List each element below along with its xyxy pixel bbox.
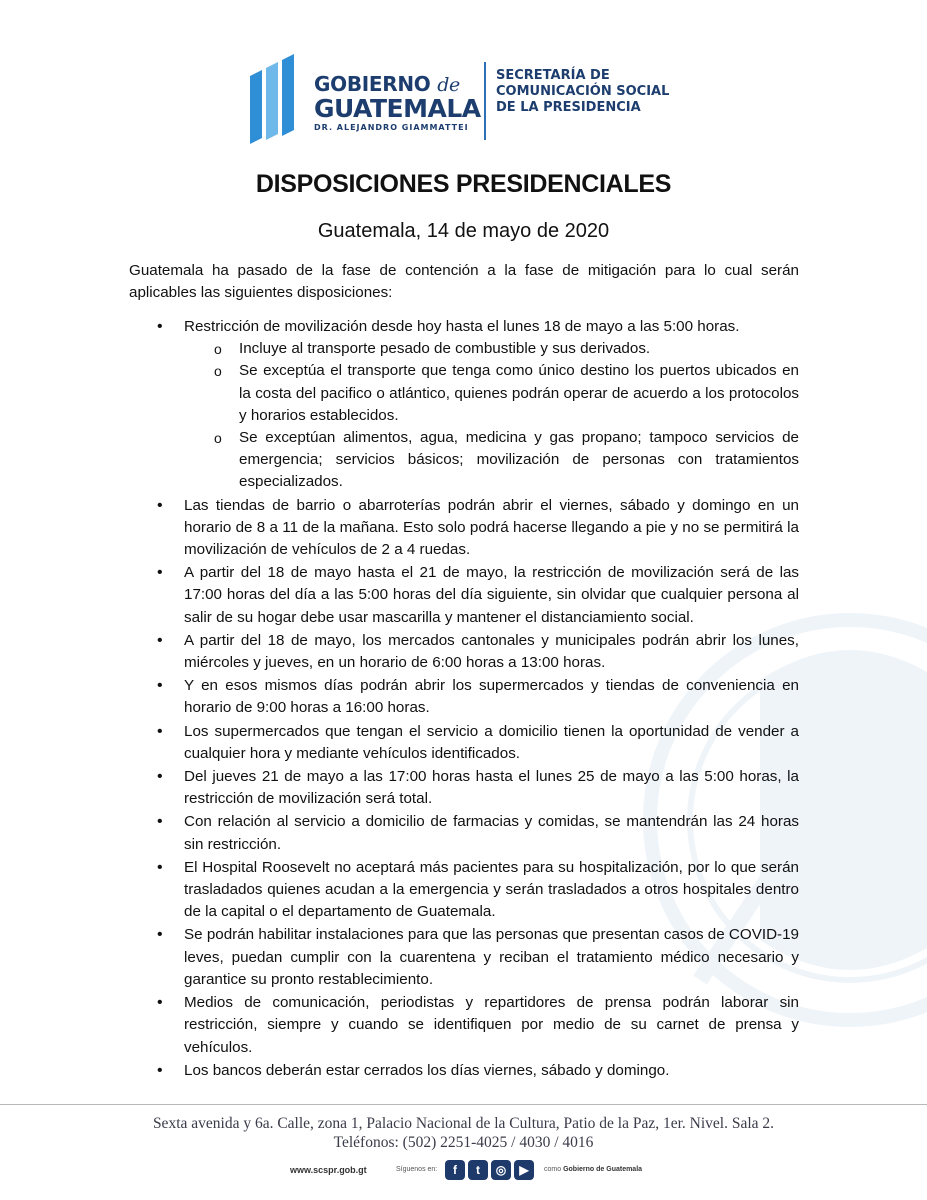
- disposition-item: [129, 992, 799, 1059]
- instagram-icon[interactable]: ◎: [491, 1160, 511, 1180]
- disposition-text: Medios de comunicación, periodistas y repartidores de prensa podrán laborar sin restricción, siempre y cuando se identifiquen por medio de su carnet de prensa y vehículos.: [184, 994, 799, 1056]
- disposition-text: Y en esos mismos días podrán abrir los supermercados y tiendas de conveniencia en horario de 9:00 horas a 16:00 horas.: [184, 677, 799, 717]
- header-divider: [484, 62, 486, 140]
- disposition-text: Se podrán habilitar instalaciones para que las personas que presentan casos de COVID-19 leves, puedan cumplir con la cuarentena y reciban el tratamiento médico necesario y garantice su pronto restablecimiento.: [184, 926, 799, 988]
- dispositions-list: [129, 316, 799, 1083]
- disposition-text: Restricción de movilización desde hoy hasta el lunes 18 de mayo a las 5:00 horas.: [184, 318, 740, 335]
- page-title: DISPOSICIONES PRESIDENCIALES: [255, 170, 672, 198]
- twitter-icon[interactable]: t: [468, 1160, 488, 1180]
- youtube-icon[interactable]: ▶: [514, 1160, 534, 1180]
- disposition-item: [129, 675, 799, 719]
- footer-address: Sexta avenida y 6a. Calle, zona 1, Palacio Nacional de la Cultura, Patio de la Paz, 1er. Nivel. Sala 2.: [152, 1115, 775, 1132]
- disposition-text: A partir del 18 de mayo hasta el 21 de mayo, la restricción de movilización será de las 17:00 horas del día a las 5:00 horas del día siguiente, sin olvidar que cualquier persona al salir de su hogar debe usar mascarilla y mantener el distanciamiento social.: [184, 564, 799, 626]
- intro-paragraph: Guatemala ha pasado de la fase de contención a la fase de mitigación para lo cual serán aplicables las siguientes disposiciones:: [129, 262, 799, 301]
- disposition-text: Del jueves 21 de mayo a las 17:00 horas hasta el lunes 25 de mayo a las 5:00 horas, la restricción de movilización será total.: [184, 768, 799, 808]
- website-link[interactable]: www.scspr.gob.gt: [290, 1165, 367, 1175]
- disposition-item: [129, 316, 799, 494]
- disposition-text: Con relación al servicio a domicilio de farmacias y comidas, se mantendrán las 24 horas sin restricción.: [184, 813, 799, 853]
- disposition-subitem: o Incluye al transporte pesado de combustible y sus derivados.: [184, 338, 799, 360]
- facebook-icon[interactable]: f: [445, 1160, 465, 1180]
- disposition-item: [129, 721, 799, 765]
- gov-line-guatemala: GUATEMALA: [314, 94, 481, 123]
- disposition-item: [129, 562, 799, 629]
- disposition-item: [129, 766, 799, 810]
- secretaria-name: SECRETARÍA DE COMUNICACIÓN SOCIAL DE LA PRESIDENCIA: [496, 68, 670, 115]
- disposition-sublist: [184, 338, 799, 493]
- disposition-item: [129, 811, 799, 855]
- gov-line-gobierno: GOBIERNO de: [314, 72, 460, 96]
- follow-label: Síguenos en:: [396, 1166, 438, 1173]
- government-logo-text: [314, 74, 481, 132]
- disposition-subitem: o Se exceptúan alimentos, agua, medicina y gas propano; tampoco servicios de emergencia; servicios básicos; movilización de personas con tratamientos especializados.: [184, 427, 799, 494]
- como-label: como Gobierno de Guatemala: [544, 1166, 643, 1173]
- disposition-item: [129, 857, 799, 924]
- disposition-item: [129, 1060, 799, 1082]
- disposition-text: El Hospital Roosevelt no aceptará más pacientes para su hospitalización, por lo que serán trasladados quienes acudan a la emergencia y serán trasladados a otros hospitales dentro de la capital o el departamento de Guatemala.: [184, 858, 799, 921]
- letterhead: [250, 52, 700, 144]
- footer-contact-bar: [290, 1160, 650, 1182]
- disposition-text: Los supermercados que tengan el servicio a domicilio tienen la oportunidad de vender a cualquier hora y mediante vehículos identificados.: [184, 722, 799, 762]
- footer-divider: [0, 1104, 927, 1105]
- disposition-subitem: o Se exceptúa el transporte que tenga como único destino los puertos ubicados en la costa del pacifico o atlántico, quienes podrán operar de acuerdo a los protocolos y horarios establecidos.: [184, 360, 799, 427]
- document-date: Guatemala, 14 de mayo de 2020: [317, 220, 610, 242]
- guatemala-flag-logo-icon: [250, 54, 304, 144]
- disposition-text: A partir del 18 de mayo, los mercados cantonales y municipales podrán abrir los lunes, miércoles y jueves, en un horario de 6:00 horas a 13:00 horas.: [184, 631, 799, 672]
- gov-line-president: DR. ALEJANDRO GIAMMATTEI: [314, 123, 469, 132]
- disposition-item: [129, 630, 799, 674]
- disposition-item: [129, 495, 799, 562]
- footer-phones: Teléfonos: (502) 2251-4025 / 4030 / 4016: [333, 1134, 594, 1151]
- disposition-item: [129, 924, 799, 991]
- disposition-text: Los bancos deberán estar cerrados los días viernes, sábado y domingo.: [184, 1061, 670, 1079]
- disposition-text: Las tiendas de barrio o abarroterías podrán abrir el viernes, sábado y domingo en un horario de 8 a 11 de la mañana. Esto solo podrá hacerse llegando a pie y no se permitirá la movilización de vehículos de 2 a 4 ruedas.: [184, 496, 799, 559]
